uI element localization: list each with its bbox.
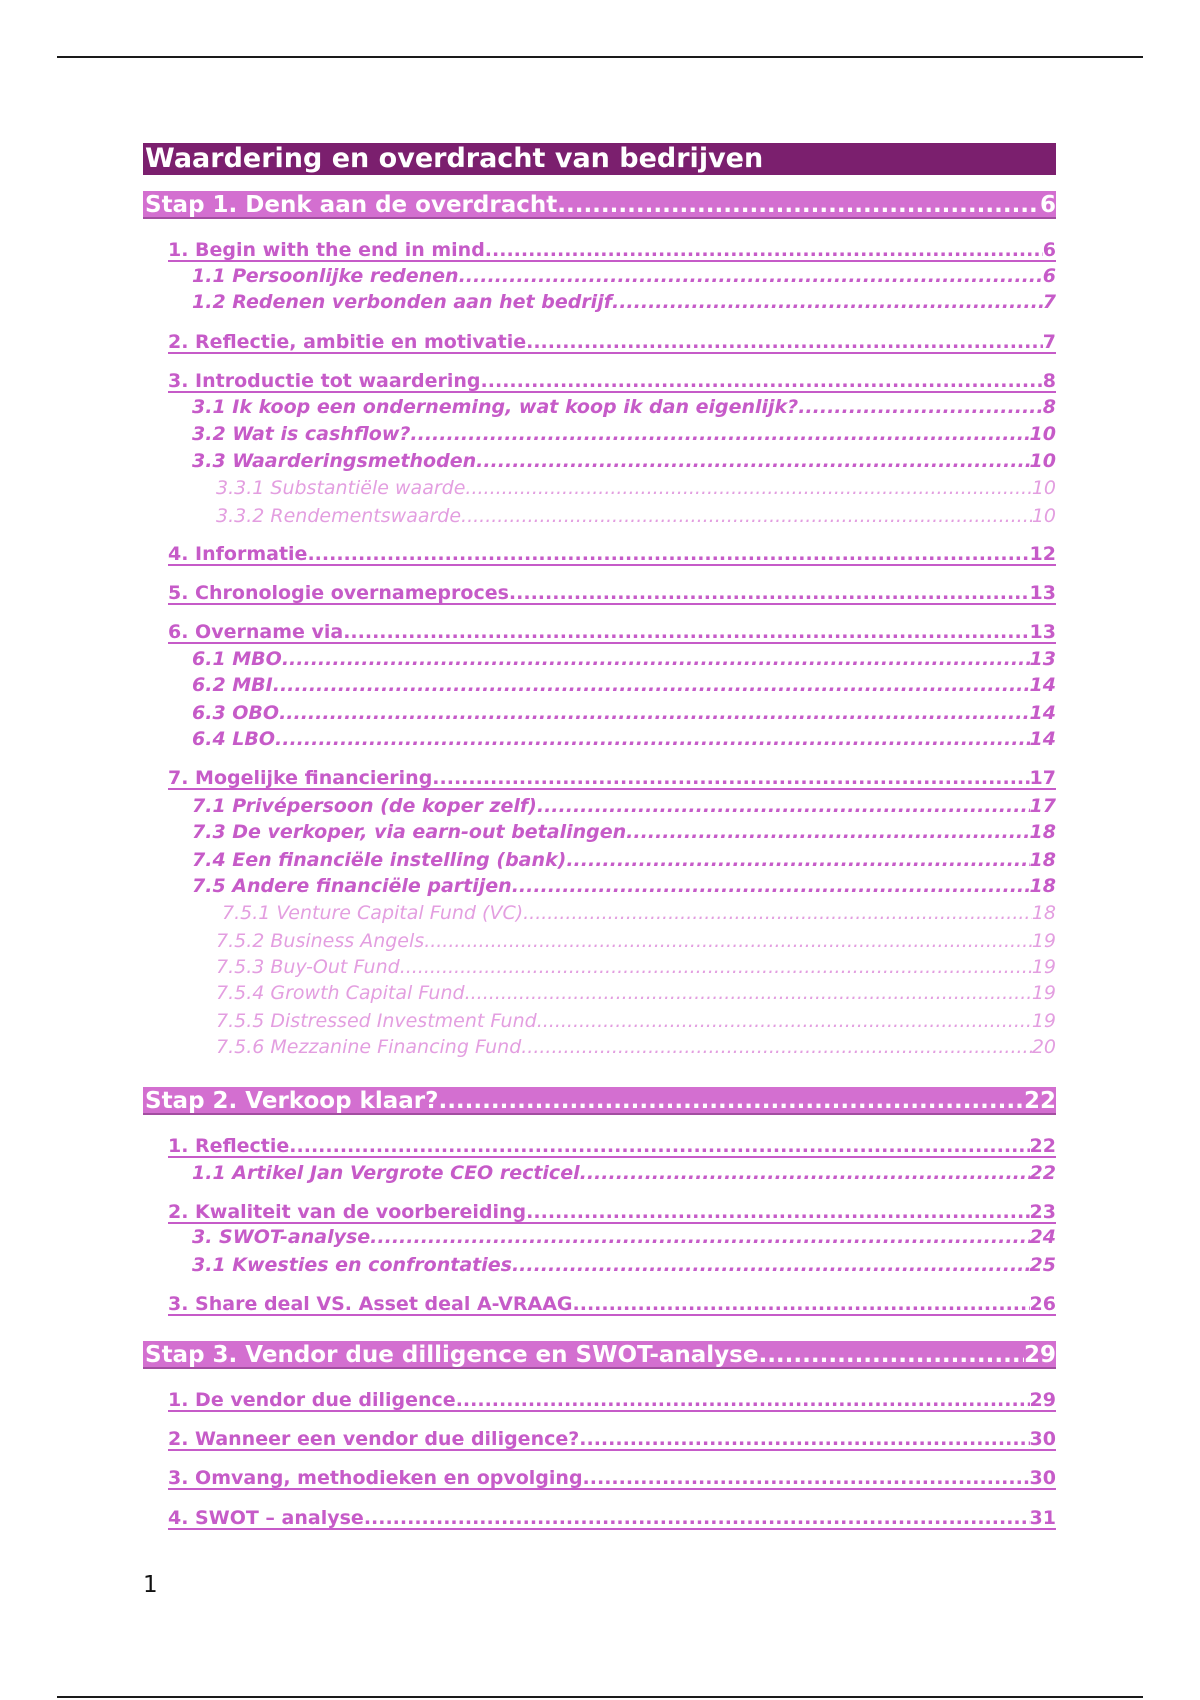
footer-rule: [57, 1696, 1143, 1698]
toc-entry[interactable]: [143, 727, 1056, 751]
toc-entry-title: 3.1 Ik koop een onderneming, wat koop ik dan eigenlijk?: [192, 396, 799, 418]
toc-entry[interactable]: [143, 1253, 1056, 1277]
toc-entry-title: 3.2 Wat is cashflow?: [192, 423, 411, 445]
toc-dot-leader: [370, 1225, 1029, 1249]
toc-entry-title: 7.1 Privépersoon (de koper zelf): [192, 795, 537, 817]
toc-entry[interactable]: [143, 929, 1056, 953]
toc-dot-leader: [485, 238, 1043, 262]
toc-entry[interactable]: [143, 1506, 1056, 1530]
toc-dot-leader: [537, 794, 1030, 818]
toc-entry-title: 7.5 Andere financiële partijen: [192, 875, 512, 897]
toc-entry[interactable]: [143, 1427, 1056, 1451]
toc-entry-underline: [168, 642, 1056, 644]
toc-entry[interactable]: [143, 901, 1056, 925]
toc-entry[interactable]: [143, 1035, 1056, 1059]
toc-entry-page: 7: [1042, 331, 1056, 353]
toc-entry-title: 1.2 Redenen verbonden aan het bedrijf: [192, 291, 612, 313]
toc-entry-underline: [168, 260, 1056, 262]
toc-entry-title: 7.5.1 Venture Capital Fund (VC): [222, 902, 524, 924]
toc-entry-title: 6.4 LBO: [192, 728, 276, 750]
toc-entry-title: 3. Omvang, methodieken en opvolging: [168, 1467, 583, 1489]
toc-entry-title: 2. Kwaliteit van de voorbereiding: [168, 1201, 527, 1223]
toc-entry-underline: [168, 1156, 1056, 1158]
toc-dot-leader: [461, 504, 1032, 528]
toc-entry[interactable]: [143, 1341, 1056, 1369]
toc-entry[interactable]: [143, 395, 1056, 419]
toc-entry-title: 3.3.1 Substantiële waarde: [216, 477, 466, 499]
toc-entry-page: 19: [1031, 1010, 1056, 1032]
toc-entry-page: 19: [1031, 982, 1056, 1004]
toc-entry-page: 25: [1029, 1254, 1056, 1276]
toc-entry-title: 3.1 Kwesties en confrontaties: [192, 1254, 512, 1276]
toc-entry-underline: [168, 1410, 1056, 1412]
toc-entry-page: 12: [1029, 543, 1056, 565]
toc-entry-page: 13: [1029, 582, 1056, 604]
toc-entry-title: 3. SWOT-analyse: [192, 1226, 371, 1248]
toc-dot-leader: [521, 1035, 1032, 1059]
toc-entry-title: 4. SWOT – analyse: [168, 1507, 364, 1529]
toc-container: [143, 143, 1056, 175]
toc-dot-leader: [798, 395, 1043, 419]
toc-entry[interactable]: [143, 581, 1056, 605]
toc-dot-leader: [476, 449, 1029, 473]
toc-entry-title: 5. Chronologie overnameproces: [168, 582, 509, 604]
toc-entry[interactable]: [143, 766, 1056, 790]
toc-entry-page: 19: [1031, 956, 1056, 978]
toc-entry[interactable]: [143, 369, 1056, 393]
toc-entry-page: 10: [1029, 423, 1056, 445]
toc-dot-leader: [282, 647, 1030, 671]
toc-entry-title: 1.1 Artikel Jan Vergrote CEO recticel: [192, 1162, 580, 1184]
toc-entry-underline: [168, 391, 1056, 393]
toc-entry[interactable]: [143, 1388, 1056, 1412]
toc-entry[interactable]: [143, 290, 1056, 314]
toc-entry-title: 3. Share deal VS. Asset deal A-VRAAG: [168, 1293, 573, 1315]
toc-entry[interactable]: [143, 330, 1056, 354]
toc-entry-title: 7.5.2 Business Angels: [216, 930, 425, 952]
toc-entry-page: 26: [1029, 1293, 1056, 1315]
toc-entry-page: 8: [1042, 396, 1056, 418]
toc-entry[interactable]: [143, 1087, 1056, 1115]
toc-entry-page: 7: [1042, 291, 1056, 313]
toc-dot-leader: [512, 874, 1030, 898]
toc-dot-leader: [364, 1506, 1030, 1530]
toc-entry[interactable]: [143, 874, 1056, 898]
toc-entry[interactable]: [143, 449, 1056, 473]
toc-entry[interactable]: [143, 820, 1056, 844]
toc-entry-page: 22: [1029, 1162, 1056, 1184]
toc-entry-page: 13: [1029, 648, 1056, 670]
toc-entry-page: 6: [1042, 239, 1056, 261]
toc-dot-leader: [557, 191, 1040, 219]
toc-entry-title: 6.2 MBI: [192, 674, 273, 696]
document-title: Waardering en overdracht van bedrijven: [143, 143, 1056, 175]
toc-dot-leader: [273, 673, 1030, 697]
toc-dot-leader: [509, 581, 1030, 605]
toc-dot-leader: [526, 1200, 1029, 1224]
toc-entry[interactable]: [143, 191, 1056, 219]
toc-dot-leader: [612, 290, 1043, 314]
toc-entry-page: 19: [1031, 930, 1056, 952]
toc-entry[interactable]: [143, 1009, 1056, 1033]
toc-entry[interactable]: [143, 1225, 1056, 1249]
toc-entry-underline: [168, 1528, 1056, 1530]
toc-entry-title: 6.1 MBO: [192, 648, 282, 670]
toc-entry-title: 6. Overname via: [168, 621, 344, 643]
toc-entry[interactable]: [143, 1292, 1056, 1316]
toc-dot-leader: [481, 369, 1043, 393]
header-rule: [57, 56, 1143, 58]
toc-dot-leader: [424, 929, 1032, 953]
toc-dot-leader: [465, 981, 1032, 1005]
toc-entry-page: 14: [1029, 728, 1056, 750]
toc-dot-leader: [279, 701, 1029, 725]
toc-dot-leader: [512, 1253, 1030, 1277]
toc-entry[interactable]: [143, 981, 1056, 1005]
toc-entry-title: 1. De vendor due diligence: [168, 1389, 456, 1411]
toc-entry[interactable]: [143, 620, 1056, 644]
toc-entry-underline: [168, 352, 1056, 354]
toc-entry-title: 2. Reflectie, ambitie en motivatie: [168, 331, 527, 353]
toc-entry-title: 3.3.2 Rendementswaarde: [216, 505, 462, 527]
toc-dot-leader: [526, 330, 1043, 354]
toc-entry[interactable]: [143, 673, 1056, 697]
toc-entry-page: 22: [1023, 1088, 1056, 1114]
toc-dot-leader: [438, 1087, 1024, 1115]
toc-entry[interactable]: [143, 422, 1056, 446]
toc-entry-underline: [168, 1488, 1056, 1490]
toc-entry-title: 2. Wanneer een vendor due diligence?: [168, 1428, 580, 1450]
toc-entry-page: 22: [1029, 1135, 1056, 1157]
toc-dot-leader: [626, 820, 1029, 844]
toc-entry-title: 1. Begin with the end in mind: [168, 239, 485, 261]
toc-entry-title: 7.5.4 Growth Capital Fund: [216, 982, 465, 1004]
toc-dot-leader: [566, 848, 1029, 872]
toc-entry[interactable]: [143, 1161, 1056, 1185]
toc-dot-leader: [537, 1009, 1032, 1033]
toc-dot-leader: [758, 1341, 1024, 1369]
toc-entry[interactable]: [143, 794, 1056, 818]
toc-entry-page: 14: [1029, 702, 1056, 724]
toc-dot-leader: [523, 901, 1032, 925]
toc-entry-page: 24: [1029, 1226, 1056, 1248]
toc-entry-title: 3. Introductie tot waardering: [168, 370, 481, 392]
toc-entry-page: 30: [1029, 1467, 1056, 1489]
toc-entry[interactable]: [143, 647, 1056, 671]
toc-entry[interactable]: [143, 955, 1056, 979]
toc-entry[interactable]: [143, 848, 1056, 872]
toc-dot-leader: [410, 422, 1029, 446]
toc-entry[interactable]: [143, 701, 1056, 725]
toc-entry-title: 7.5.3 Buy-Out Fund: [216, 956, 400, 978]
toc-entry-title: Stap 3. Vendor due dilligence en SWOT-analyse: [145, 1342, 759, 1368]
toc-dot-leader: [432, 766, 1029, 790]
toc-dot-leader: [307, 542, 1029, 566]
page-number: 1: [143, 1572, 158, 1598]
toc-entry-page: 18: [1029, 849, 1056, 871]
toc-entry-title: 3.3 Waarderingsmethoden: [192, 450, 477, 472]
toc-entry-title: 1.1 Persoonlijke redenen: [192, 265, 459, 287]
toc-entry-underline: [168, 564, 1056, 566]
toc-dot-leader: [580, 1161, 1030, 1185]
toc-entry-title: 7.4 Een financiële instelling (bank): [192, 849, 567, 871]
toc-dot-leader: [459, 264, 1043, 288]
toc-entry-page: 18: [1029, 875, 1056, 897]
toc-entry[interactable]: [143, 1466, 1056, 1490]
toc-entry-underline: [168, 603, 1056, 605]
toc-entry-page: 29: [1029, 1389, 1056, 1411]
toc-entry-page: 17: [1029, 767, 1056, 789]
toc-entry-page: 14: [1029, 674, 1056, 696]
toc-dot-leader: [573, 1292, 1030, 1316]
toc-entry-underline: [168, 788, 1056, 790]
toc-entry[interactable]: [143, 542, 1056, 566]
toc-entry-underline: [168, 1222, 1056, 1224]
toc-entry-page: 17: [1029, 795, 1056, 817]
toc-entry-title: 4. Informatie: [168, 543, 308, 565]
toc-dot-leader: [579, 1427, 1029, 1451]
toc-dot-leader: [583, 1466, 1030, 1490]
toc-entry[interactable]: [143, 504, 1056, 528]
toc-entry-page: 31: [1029, 1507, 1056, 1529]
toc-entry-title: Stap 1. Denk aan de overdracht: [145, 192, 558, 218]
toc-entry-page: 29: [1023, 1342, 1056, 1368]
toc-entry-underline: [168, 1314, 1056, 1316]
toc-entry-page: 23: [1029, 1201, 1056, 1223]
toc-entry[interactable]: [143, 476, 1056, 500]
toc-entry-title: 7.3 De verkoper, via earn-out betalingen: [192, 821, 627, 843]
toc-dot-leader: [289, 1134, 1029, 1158]
toc-entry[interactable]: [143, 1200, 1056, 1224]
toc-entry-title: 7.5.6 Mezzanine Financing Fund: [216, 1036, 522, 1058]
toc-entry-underline: [168, 1449, 1056, 1451]
toc-entry-page: 20: [1031, 1036, 1056, 1058]
toc-entry[interactable]: [143, 238, 1056, 262]
toc-dot-leader: [343, 620, 1029, 644]
toc-entry-page: 18: [1029, 821, 1056, 843]
toc-entry-title: 7.5.5 Distressed Investment Fund: [216, 1010, 537, 1032]
toc-dot-leader: [456, 1388, 1030, 1412]
toc-entry-title: 1. Reflectie: [168, 1135, 290, 1157]
toc-entry-page: 10: [1029, 450, 1056, 472]
toc-entry[interactable]: [143, 1134, 1056, 1158]
toc-entry-page: 30: [1029, 1428, 1056, 1450]
toc-entry[interactable]: [143, 264, 1056, 288]
toc-entry-title: Stap 2. Verkoop klaar?: [145, 1088, 439, 1114]
toc-dot-leader: [400, 955, 1032, 979]
toc-entry-page: 10: [1031, 477, 1056, 499]
toc-entry-page: 8: [1042, 370, 1056, 392]
toc-entry-title: 6.3 OBO: [192, 702, 280, 724]
toc-entry-page: 6: [1039, 192, 1056, 218]
toc-dot-leader: [275, 727, 1030, 751]
toc-dot-leader: [465, 476, 1031, 500]
toc-entry-page: 13: [1029, 621, 1056, 643]
toc-entry-page: 6: [1042, 265, 1056, 287]
toc-entry-page: 18: [1031, 902, 1056, 924]
toc-entry-page: 10: [1031, 505, 1056, 527]
toc-entry-title: 7. Mogelijke financiering: [168, 767, 433, 789]
